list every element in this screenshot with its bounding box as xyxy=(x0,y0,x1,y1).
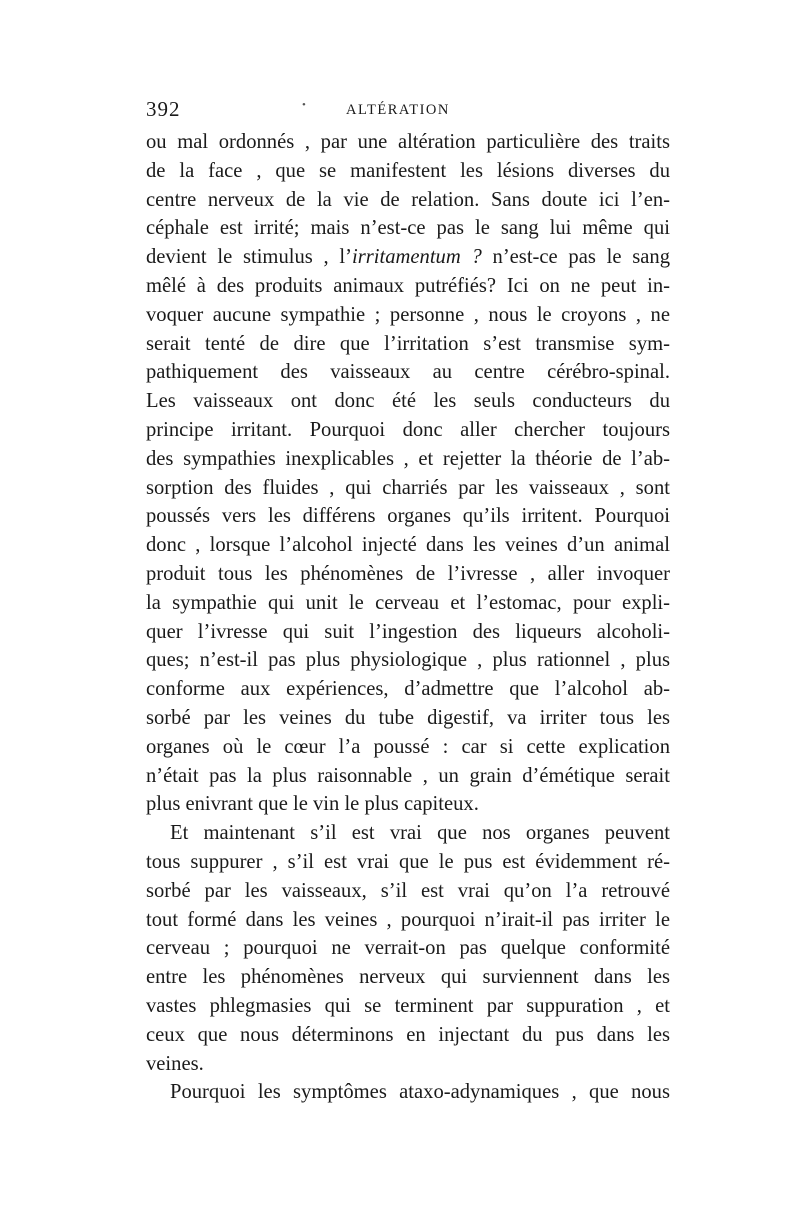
ornament-mark: • xyxy=(302,99,306,111)
paragraph-2 xyxy=(146,819,670,1078)
text-line: sorbé par les vaisseaux, s’il est vrai qu’on l’a retrouvé xyxy=(146,879,670,902)
italic-term: irritamentum ? xyxy=(352,246,482,269)
text-line: donc , lorsque l’alcohol injecté dans les veines d’un animal xyxy=(146,534,670,557)
text-line: quer l’ivresse qui suit l’ingestion des liqueurs alcoholi- xyxy=(146,620,670,643)
paragraph-3 xyxy=(146,1078,670,1107)
text-line: principe irritant. Pourquoi donc aller chercher toujours xyxy=(146,418,670,441)
text-line: veines. xyxy=(146,1052,204,1075)
text-line: entre les phénomènes nerveux qui surviennent dans les xyxy=(146,966,670,989)
text-line: ques; n’est-il pas plus physiologique , plus rationnel , plus xyxy=(146,649,670,672)
text-line: la sympathie qui unit le cerveau et l’estomac, pour expli- xyxy=(146,591,670,614)
page-number: 392 xyxy=(146,97,181,121)
text-line: centre nerveux de la vie de relation. Sans doute ici l’en- xyxy=(146,188,670,211)
text-line: voquer aucune sympathie ; personne , nous le croyons , ne xyxy=(146,303,670,326)
text-line: Les vaisseaux ont donc été les seuls conducteurs du xyxy=(146,390,670,413)
text-line: des sympathies inexplicables , et rejetter la théorie de l’ab- xyxy=(146,447,670,470)
text-segment: devient le stimulus , l’ xyxy=(146,246,353,269)
text-line: cerveau ; pourquoi ne verrait-on pas quelque conformité xyxy=(146,937,670,960)
text-line: produit tous les phénomènes de l’ivresse , aller invoquer xyxy=(146,562,670,585)
text-line: Et maintenant s’il est vrai que nos organes peuvent xyxy=(170,822,670,845)
text-line: conforme aux expériences, d’admettre que l’alcohol ab- xyxy=(146,678,670,701)
text-line: pathiquement des vaisseaux au centre cérébro-spinal. xyxy=(146,361,670,384)
text-line: ou mal ordonnés , par une altération particulière des traits xyxy=(146,131,670,153)
text-line: serait tenté de dire que l’irritation s’est transmise sym- xyxy=(146,332,670,355)
text-segment: n’est-ce pas le sang xyxy=(481,246,671,269)
text-line: ceux que nous déterminons en injectant du pus dans les xyxy=(146,1023,670,1046)
text-line: poussés vers les différens organes qu’ils irritent. Pourquoi xyxy=(146,505,670,528)
text-line: sorbé par les veines du tube digestif, va irriter tous les xyxy=(146,706,670,729)
text-line: plus enivrant que le vin le plus capiteux. xyxy=(146,793,479,816)
text-line: tous suppurer , s’il est vrai que le pus est évidemment ré- xyxy=(146,850,670,873)
text-line: sorption des fluides , qui charriés par les vaisseaux , sont xyxy=(146,476,670,499)
text-line: mêlé à des produits animaux putréfiés? Ici on ne peut in- xyxy=(146,274,670,297)
running-title: ALTÉRATION xyxy=(346,102,450,118)
text-line: vastes phlegmasies qui se terminent par suppuration , et xyxy=(146,994,670,1017)
text-line: de la face , que se manifestent les lésions diverses du xyxy=(146,159,670,182)
running-head xyxy=(146,97,666,127)
body-text xyxy=(146,128,670,1107)
text-line: tout formé dans les veines , pourquoi n’irait-il pas irriter le xyxy=(146,908,670,931)
text-line xyxy=(146,243,670,272)
text-line: céphale est irrité; mais n’est-ce pas le sang lui même qui xyxy=(146,217,670,240)
text-line: organes où le cœur l’a poussé : car si cette explication xyxy=(146,735,670,758)
paragraph-1 xyxy=(146,128,670,819)
text-line: Pourquoi les symptômes ataxo-adynamiques , que nous xyxy=(170,1081,670,1104)
text-line: n’était pas la plus raisonnable , un grain d’émétique serait xyxy=(146,764,670,787)
